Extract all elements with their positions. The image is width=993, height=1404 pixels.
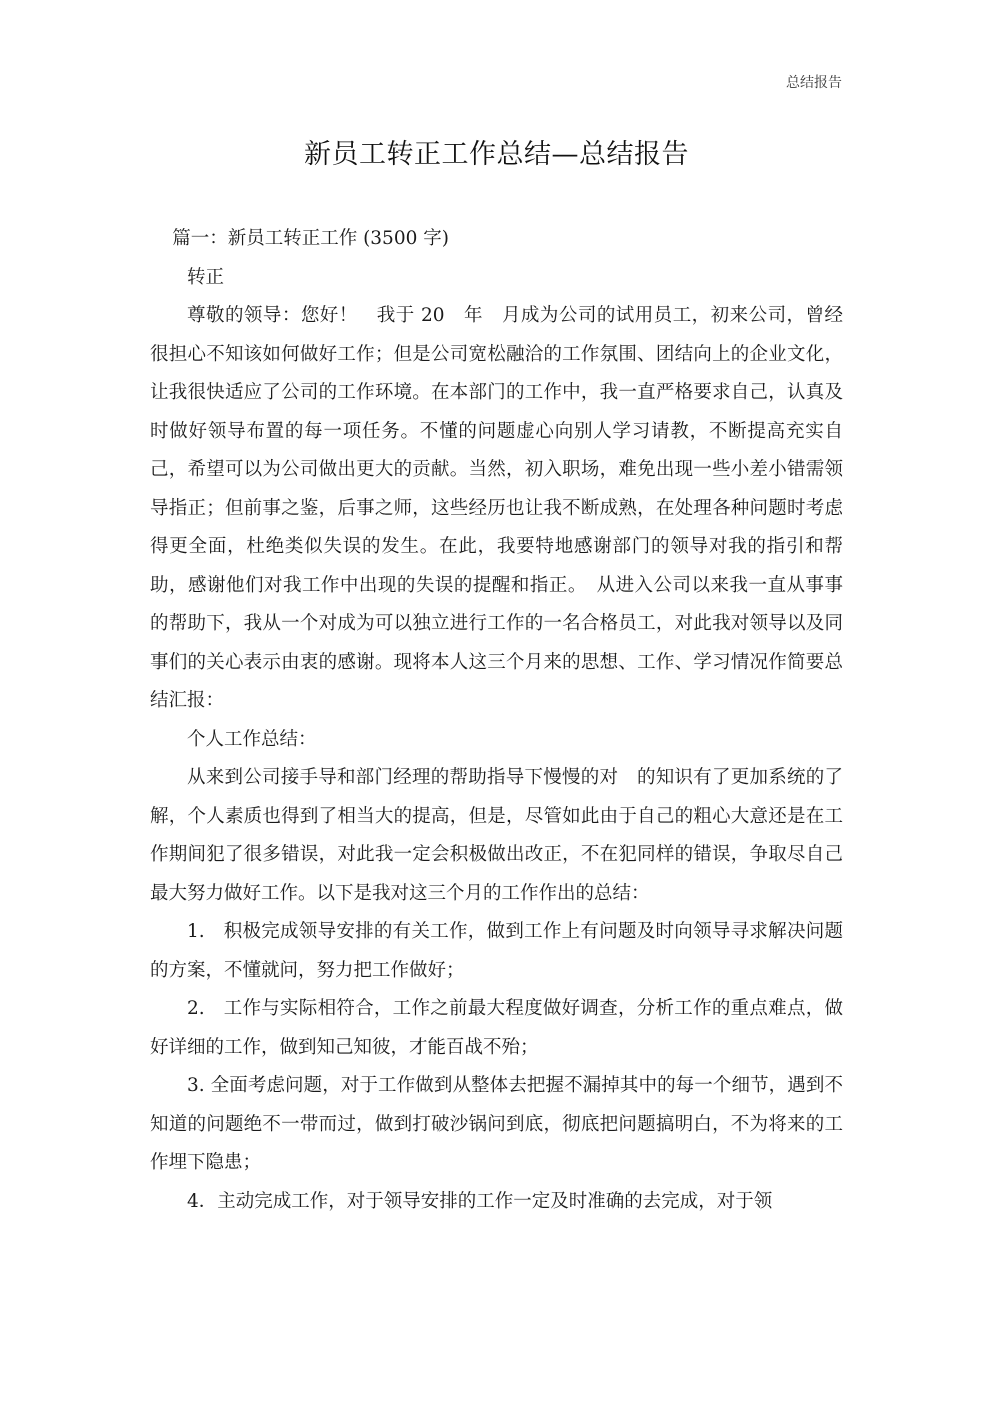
section-title: 篇一：新员工转正工作 (3500 字) [172,228,449,249]
document-body [150,220,843,1221]
subtitle: 转正 [187,266,225,288]
list-item: 3. 全面考虑问题，对于工作做到从整体去把握不漏掉其中的每一个细节，遇到不知道的问题绝不一带而过，做到打破沙锅问到底，彻底把问题搞明白，不为将来的工作埋下隐患； [150,1075,843,1173]
list-item: 1. 积极完成领导安排的有关工作，做到工作上有问题及时向领导寻求解决问题的方案，不懂就问，努力把工作做好； [150,921,843,981]
list-item: 2. 工作与实际相符合，工作之前最大程度做好调查，分析工作的重点难点，做好详细的工作，做到知己知彼，才能百战不殆； [150,998,843,1058]
header-label: 总结报告 [786,75,842,91]
paragraph: 从来到公司接手导和部门经理的帮助指导下慢慢的对 的知识有了更加系统的了解，个人素质也得到了相当大的提高，但是，尽管如此由于自己的粗心大意还是在工作期间犯了很多错误，对此我一定会积极做出改正，不在犯同样的错误，争取尽自己最大努力做好工作。以下是我对这三个月的工作作出的总结： [150,767,843,904]
paragraph: 尊敬的领导：您好！ 我于 20 年 月成为公司的试用员工，初来公司，曾经很担心不知该如何做好工作；但是公司宽松融洽的工作氛围、团结向上的企业文化，让我很快适应了公司的工作环境。在本部门的工作中，我一直严格要求自己，认真及时做好领导布置的每一项任务。不懂的问题虚心向别人学习请教，不断提高充实自己，希望可以为公司做出更大的贡献。当然，初入职场，难免出现一些小差小错需领导指正；但前事之鉴，后事之师，这些经历也让我不断成熟，在处理各种问题时考虑得更全面，杜绝类似失误的发生。在此，我要特地感谢部门的领导对我的指引和帮助，感谢他们对我工作中出现的失误的提醒和指正。 从进入公司以来我一直从事事的帮助下，我从一个对成为可以独立进行工作的一名合格员工，对此我对领导以及同事们的关心表示由衷的感谢。现将本人这三个月来的思想、工作、学习情况作简要总结汇报： [150,305,843,711]
paragraph: 个人工作总结： [187,728,317,750]
document-title: 新员工转正工作总结—总结报告 [304,139,689,170]
list-item: 4．主动完成工作，对于领导安排的工作一定及时准确的去完成，对于领 [187,1190,773,1212]
